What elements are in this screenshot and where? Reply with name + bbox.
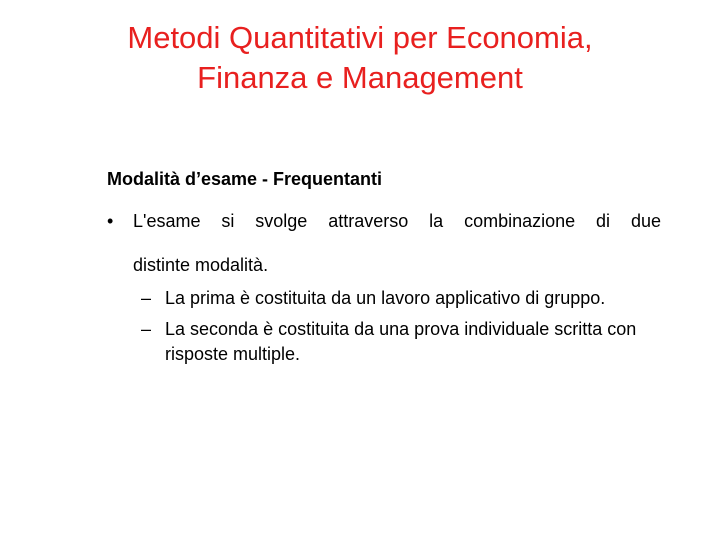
- sub-bullet-text: La seconda è costituita da una prova individuale scritta con risposte multiple.: [165, 319, 637, 364]
- slide-title-line-1: Metodi Quantitativi per Economia,: [127, 20, 593, 55]
- slide-title-line-2: Finanza e Management: [197, 60, 523, 95]
- slide-title: [0, 18, 720, 98]
- sub-bullet-item: [129, 317, 669, 367]
- bullet-text-line-2: distinte modalità.: [133, 255, 269, 275]
- bullet-marker: •: [107, 211, 114, 231]
- sub-bullet-list: [129, 286, 669, 373]
- bullet-text-line-1: L'esame si svolge attraverso la combinazione di due: [133, 211, 661, 231]
- sub-bullet-text: La prima è costituita da un lavoro applicativo di gruppo.: [165, 288, 606, 308]
- dash-marker: –: [141, 288, 152, 308]
- dash-marker: –: [141, 319, 152, 339]
- section-subheading: Modalità d’esame - Frequentanti: [107, 169, 383, 189]
- sub-bullet-item: [129, 286, 669, 311]
